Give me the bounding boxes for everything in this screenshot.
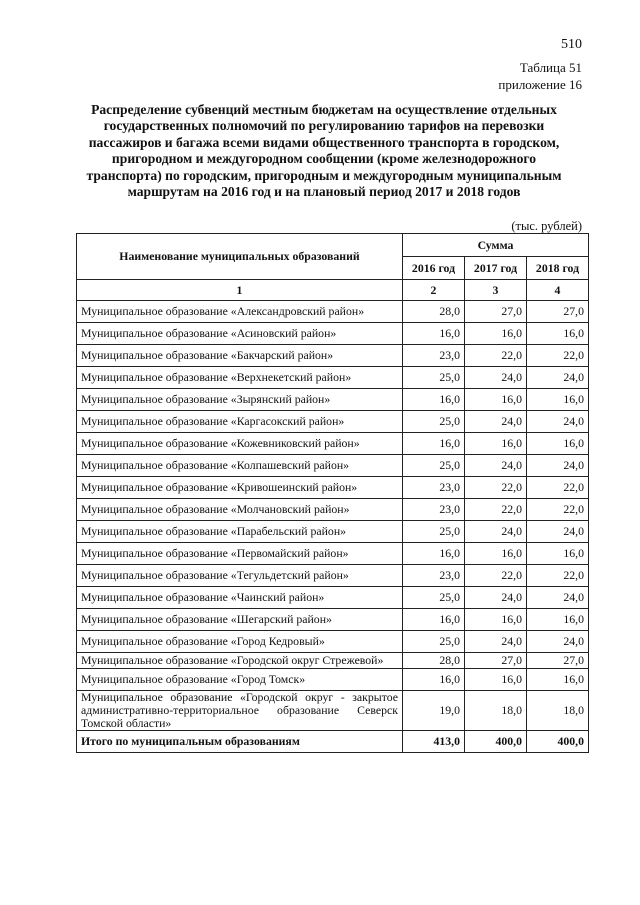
value-2018: 400,0	[527, 731, 589, 753]
value-2016: 23,0	[403, 345, 465, 367]
value-2018: 16,0	[527, 543, 589, 565]
value-2016: 28,0	[403, 653, 465, 669]
municipality-name: Муниципальное образование «Верхнекетский район»	[77, 367, 403, 389]
value-2018: 24,0	[527, 411, 589, 433]
col-header-sum: Сумма	[403, 234, 589, 257]
value-2017: 22,0	[465, 345, 527, 367]
value-2018: 27,0	[527, 653, 589, 669]
value-2017: 16,0	[465, 609, 527, 631]
municipality-name: Муниципальное образование «Городской округ Стрежевой»	[77, 653, 403, 669]
value-2017: 24,0	[465, 367, 527, 389]
value-2016: 23,0	[403, 565, 465, 587]
municipality-name: Муниципальное образование «Александровский район»	[77, 301, 403, 323]
value-2016: 16,0	[403, 433, 465, 455]
value-2017: 16,0	[465, 433, 527, 455]
municipality-name: Муниципальное образование «Город Томск»	[77, 669, 403, 691]
value-2018: 24,0	[527, 587, 589, 609]
value-2018: 16,0	[527, 433, 589, 455]
value-2016: 25,0	[403, 631, 465, 653]
table-row	[77, 345, 589, 367]
municipality-name: Муниципальное образование «Кожевниковский район»	[77, 433, 403, 455]
municipality-name: Муниципальное образование «Колпашевский район»	[77, 455, 403, 477]
value-2018: 22,0	[527, 477, 589, 499]
table-row	[77, 301, 589, 323]
column-index: 1	[77, 280, 403, 301]
value-2017: 24,0	[465, 455, 527, 477]
table-row	[77, 691, 589, 731]
value-2018: 27,0	[527, 301, 589, 323]
value-2018: 22,0	[527, 565, 589, 587]
municipality-name: Муниципальное образование «Бакчарский район»	[77, 345, 403, 367]
column-index-row	[77, 280, 589, 301]
value-2018: 22,0	[527, 499, 589, 521]
value-2017: 24,0	[465, 587, 527, 609]
value-2017: 24,0	[465, 521, 527, 543]
value-2017: 18,0	[465, 691, 527, 731]
value-2017: 22,0	[465, 499, 527, 521]
value-2017: 22,0	[465, 477, 527, 499]
municipality-name: Муниципальное образование «Парабельский район»	[77, 521, 403, 543]
subsidy-table	[76, 233, 589, 753]
municipality-name: Муниципальное образование «Шегарский район»	[77, 609, 403, 631]
value-2018: 22,0	[527, 345, 589, 367]
table-row	[77, 499, 589, 521]
municipality-name: Муниципальное образование «Молчановский район»	[77, 499, 403, 521]
table-row	[77, 323, 589, 345]
table-row	[77, 587, 589, 609]
col-header-2018: 2018 год	[527, 257, 589, 280]
table-row	[77, 411, 589, 433]
municipality-name: Муниципальное образование «Чаинский район»	[77, 587, 403, 609]
value-2016: 23,0	[403, 477, 465, 499]
table-row	[77, 669, 589, 691]
value-2016: 413,0	[403, 731, 465, 753]
municipality-name: Муниципальное образование «Тегульдетский район»	[77, 565, 403, 587]
value-2017: 16,0	[465, 389, 527, 411]
value-2016: 19,0	[403, 691, 465, 731]
table-row	[77, 455, 589, 477]
value-2017: 24,0	[465, 411, 527, 433]
value-2016: 16,0	[403, 669, 465, 691]
page-number: 510	[561, 37, 582, 52]
value-2018: 16,0	[527, 323, 589, 345]
value-2017: 22,0	[465, 565, 527, 587]
value-2017: 27,0	[465, 301, 527, 323]
value-2016: 16,0	[403, 389, 465, 411]
value-2017: 16,0	[465, 323, 527, 345]
municipality-name: Муниципальное образование «Зырянский район»	[77, 389, 403, 411]
municipality-name: Муниципальное образование «Город Кедровый»	[77, 631, 403, 653]
column-index: 3	[465, 280, 527, 301]
value-2016: 16,0	[403, 543, 465, 565]
table-row	[77, 389, 589, 411]
municipality-name: Муниципальное образование «Городской округ - закрытое административно-территориальное образование Северск Томской области»	[77, 691, 403, 731]
value-2018: 24,0	[527, 521, 589, 543]
value-2016: 25,0	[403, 411, 465, 433]
col-header-name: Наименование муниципальных образований	[77, 234, 403, 280]
value-2018: 16,0	[527, 669, 589, 691]
appendix-label: приложение 16	[498, 77, 582, 92]
municipality-name: Муниципальное образование «Кривошеинский район»	[77, 477, 403, 499]
col-header-2017: 2017 год	[465, 257, 527, 280]
value-2017: 400,0	[465, 731, 527, 753]
table-row	[77, 521, 589, 543]
table-row	[77, 653, 589, 669]
value-2016: 16,0	[403, 609, 465, 631]
value-2016: 25,0	[403, 455, 465, 477]
column-index: 2	[403, 280, 465, 301]
column-index: 4	[527, 280, 589, 301]
document-title: Распределение субвенций местным бюджетам на осуществление отдельных государственных полномочий по регулированию тарифов на перевозки пассажиров и багажа всеми видами общественного транспорта в городском, пригородном и междугородном сообщении (кроме железнодорожного транспорта) по городским, пригородным и междугородным муниципальным маршрутам на 2016 год и на плановый период 2017 и 2018 годов	[86, 102, 562, 200]
table-row	[77, 477, 589, 499]
value-2017: 27,0	[465, 653, 527, 669]
value-2017: 16,0	[465, 669, 527, 691]
value-2016: 25,0	[403, 587, 465, 609]
table-row	[77, 367, 589, 389]
value-2018: 24,0	[527, 631, 589, 653]
value-2017: 24,0	[465, 631, 527, 653]
municipality-name: Муниципальное образование «Первомайский район»	[77, 543, 403, 565]
table-row	[77, 609, 589, 631]
table-label: Таблица 51	[519, 60, 582, 75]
table-body	[77, 280, 589, 753]
units-label: (тыс. рублей)	[511, 219, 582, 233]
value-2018: 24,0	[527, 455, 589, 477]
value-2016: 28,0	[403, 301, 465, 323]
value-2016: 23,0	[403, 499, 465, 521]
value-2017: 16,0	[465, 543, 527, 565]
table-row	[77, 565, 589, 587]
col-header-2016: 2016 год	[403, 257, 465, 280]
value-2018: 16,0	[527, 609, 589, 631]
municipality-name: Итого по муниципальным образованиям	[77, 731, 403, 753]
value-2016: 25,0	[403, 521, 465, 543]
value-2018: 16,0	[527, 389, 589, 411]
municipality-name: Муниципальное образование «Каргасокский район»	[77, 411, 403, 433]
municipality-name: Муниципальное образование «Асиновский район»	[77, 323, 403, 345]
value-2018: 24,0	[527, 367, 589, 389]
value-2016: 16,0	[403, 323, 465, 345]
total-row	[77, 731, 589, 753]
value-2018: 18,0	[527, 691, 589, 731]
value-2016: 25,0	[403, 367, 465, 389]
table-row	[77, 543, 589, 565]
table-row	[77, 631, 589, 653]
table-row	[77, 433, 589, 455]
